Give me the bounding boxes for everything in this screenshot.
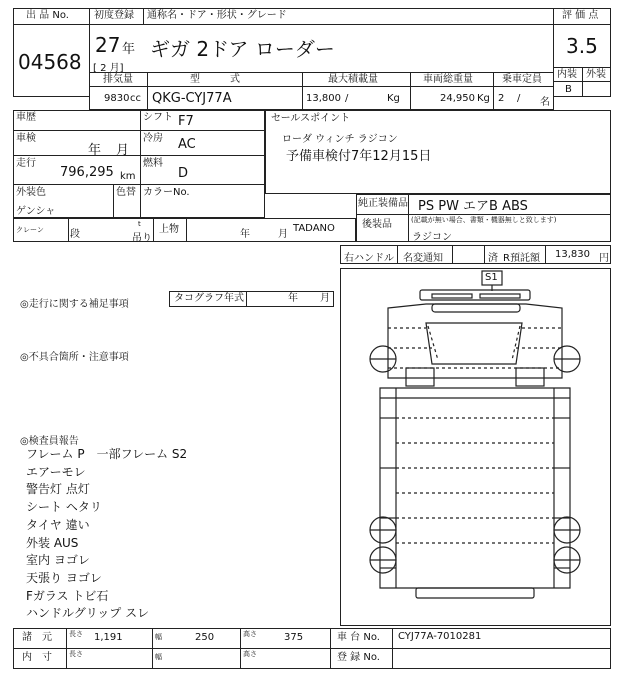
aftermarket: ラジコン: [412, 232, 452, 243]
upper-month: 月: [278, 229, 288, 240]
registration-no-label: 登 録 No.: [337, 652, 380, 663]
displacement: 9830: [104, 93, 130, 104]
crane-lift: 吊り: [132, 233, 152, 244]
driving-notes-label: ◎走行に関する補足事項: [20, 299, 129, 310]
max-load-unit: Kg: [387, 93, 400, 104]
exterior-grade-label: 外装: [586, 69, 606, 80]
color: ゲンシャ: [16, 206, 56, 217]
chassis-label: 車 台 No.: [337, 632, 380, 643]
recycle-paid: 済: [488, 253, 498, 264]
interior-grade: B: [565, 84, 572, 95]
aftermarket-label: 後装品: [362, 219, 392, 230]
lot-label: 出 品 No.: [26, 10, 69, 21]
inspector-report-line: 天張り ヨゴレ: [26, 570, 102, 585]
length-label: 長さ: [69, 630, 83, 638]
aftermarket-note: (記載が無い場合、書類・機器無しと致します): [411, 216, 557, 224]
inspector-report-line: ハンドルグリップ スレ: [26, 606, 150, 621]
reg-year: 27: [95, 33, 121, 57]
sales-label: セールスポイント: [271, 113, 351, 124]
reg-year-unit: 年: [122, 42, 136, 57]
history-label: 車歴: [16, 112, 36, 123]
ac-label: 冷房: [143, 133, 163, 144]
inspection-label: 車検: [16, 133, 36, 144]
inspector-report-line: 警告灯 点灯: [26, 482, 90, 497]
crane-step: 段: [70, 229, 80, 240]
first-reg-label: 初度登録: [94, 10, 134, 21]
chassis-number: CYJ77A-7010281: [398, 631, 482, 642]
interior-dims-label: 内 寸: [22, 652, 52, 663]
inspector-report-label: ◎検査員報告: [20, 436, 79, 447]
mileage-label: 走行: [16, 158, 36, 169]
width: 250: [195, 632, 215, 643]
sales-line-2: 予備車検付7年12月15日: [286, 149, 432, 164]
width-label: 幅: [155, 633, 162, 641]
inspector-report-line: 室内 ヨゴレ: [26, 553, 90, 568]
gross-weight-label: 車両総重量: [423, 74, 473, 85]
length: 1,191: [94, 632, 123, 643]
capacity-unit: 名: [540, 97, 550, 108]
score-label: 評 価 点: [562, 10, 599, 21]
reg-month: [ 2 月]: [93, 63, 124, 74]
sales-line-1: ローダ ウィンチ ラジコン: [282, 134, 398, 145]
equipment: PS PW エアB ABS: [418, 199, 528, 214]
displacement-label: 排気量: [103, 74, 133, 85]
interior-height-label: 高さ: [243, 650, 257, 658]
inspector-report-line: シート ヘタリ: [26, 500, 102, 515]
car-name: ギガ 2ドア ローダー: [150, 37, 335, 61]
max-load-label: 最大積載量: [328, 74, 378, 85]
interior-grade-label: 内装: [557, 69, 577, 80]
capacity-label: 乗車定員: [502, 74, 542, 85]
capacity: 2: [498, 93, 505, 104]
tacho-label: タコグラフ年式: [174, 293, 244, 304]
gross-weight-unit: Kg: [477, 93, 490, 104]
interior-length-label: 長さ: [69, 650, 83, 658]
color-no-label: カラーNo.: [143, 187, 190, 198]
name-change-label: 名変通知: [403, 253, 443, 264]
fuel: D: [178, 166, 189, 181]
inspection-year: 年: [88, 143, 102, 158]
inspector-report-line: エアーモレ: [26, 464, 86, 479]
inspector-report-line: 外装 AUS: [26, 535, 79, 550]
shift: F7: [178, 114, 194, 129]
max-load-slash: /: [345, 93, 349, 104]
height-label: 高さ: [243, 630, 257, 638]
color-change-label: 色替: [116, 187, 136, 198]
ac: AC: [178, 137, 196, 152]
model: QKG-CYJ77A: [152, 91, 232, 106]
interior-width-label: 幅: [155, 653, 162, 661]
lot-number: 04568: [18, 50, 82, 74]
max-load: 13,800: [306, 93, 341, 104]
inspector-report-line: タイヤ 違い: [26, 517, 90, 532]
recycle-amount: 13,830: [555, 249, 590, 260]
equipment-label: 純正装備品: [358, 198, 408, 209]
tacho-month: 月: [320, 293, 330, 304]
upper-maker: TADANO: [293, 223, 335, 234]
truck-diagram: [340, 268, 611, 626]
fuel-label: 燃料: [143, 158, 163, 169]
recycle-label: R預託額: [503, 253, 540, 264]
damage-marker-s1: S1: [485, 272, 498, 283]
score-value: 3.5: [566, 34, 598, 58]
height: 375: [284, 632, 304, 643]
inspector-report-line: Fガラス トビ石: [26, 588, 109, 603]
mileage: 796,295: [60, 165, 114, 180]
capacity-slash: /: [517, 93, 521, 104]
color-label: 外装色: [16, 187, 46, 198]
handle-position: 右ハンドル: [344, 253, 394, 264]
yen-unit: 円: [599, 253, 609, 264]
crane-ton: t: [138, 220, 141, 228]
mileage-unit: km: [120, 171, 136, 182]
tacho-year: 年: [288, 293, 298, 304]
crane-label: クレーン: [16, 226, 44, 234]
shift-label: シフト: [143, 112, 173, 123]
displacement-unit: cc: [130, 93, 141, 104]
upper-label: 上物: [159, 224, 179, 235]
specs-label: 諸 元: [22, 632, 52, 643]
car-name-label: 通称名・ドア・形状・グレード: [147, 10, 287, 21]
inspector-report-line: フレーム P 一部フレーム S2: [26, 447, 188, 461]
defects-label: ◎不具合箇所・注意事項: [20, 352, 129, 363]
upper-year: 年: [240, 229, 250, 240]
model-label: 型 式: [190, 74, 240, 85]
gross-weight: 24,950: [440, 93, 475, 104]
inspection-month: 月: [116, 143, 130, 158]
